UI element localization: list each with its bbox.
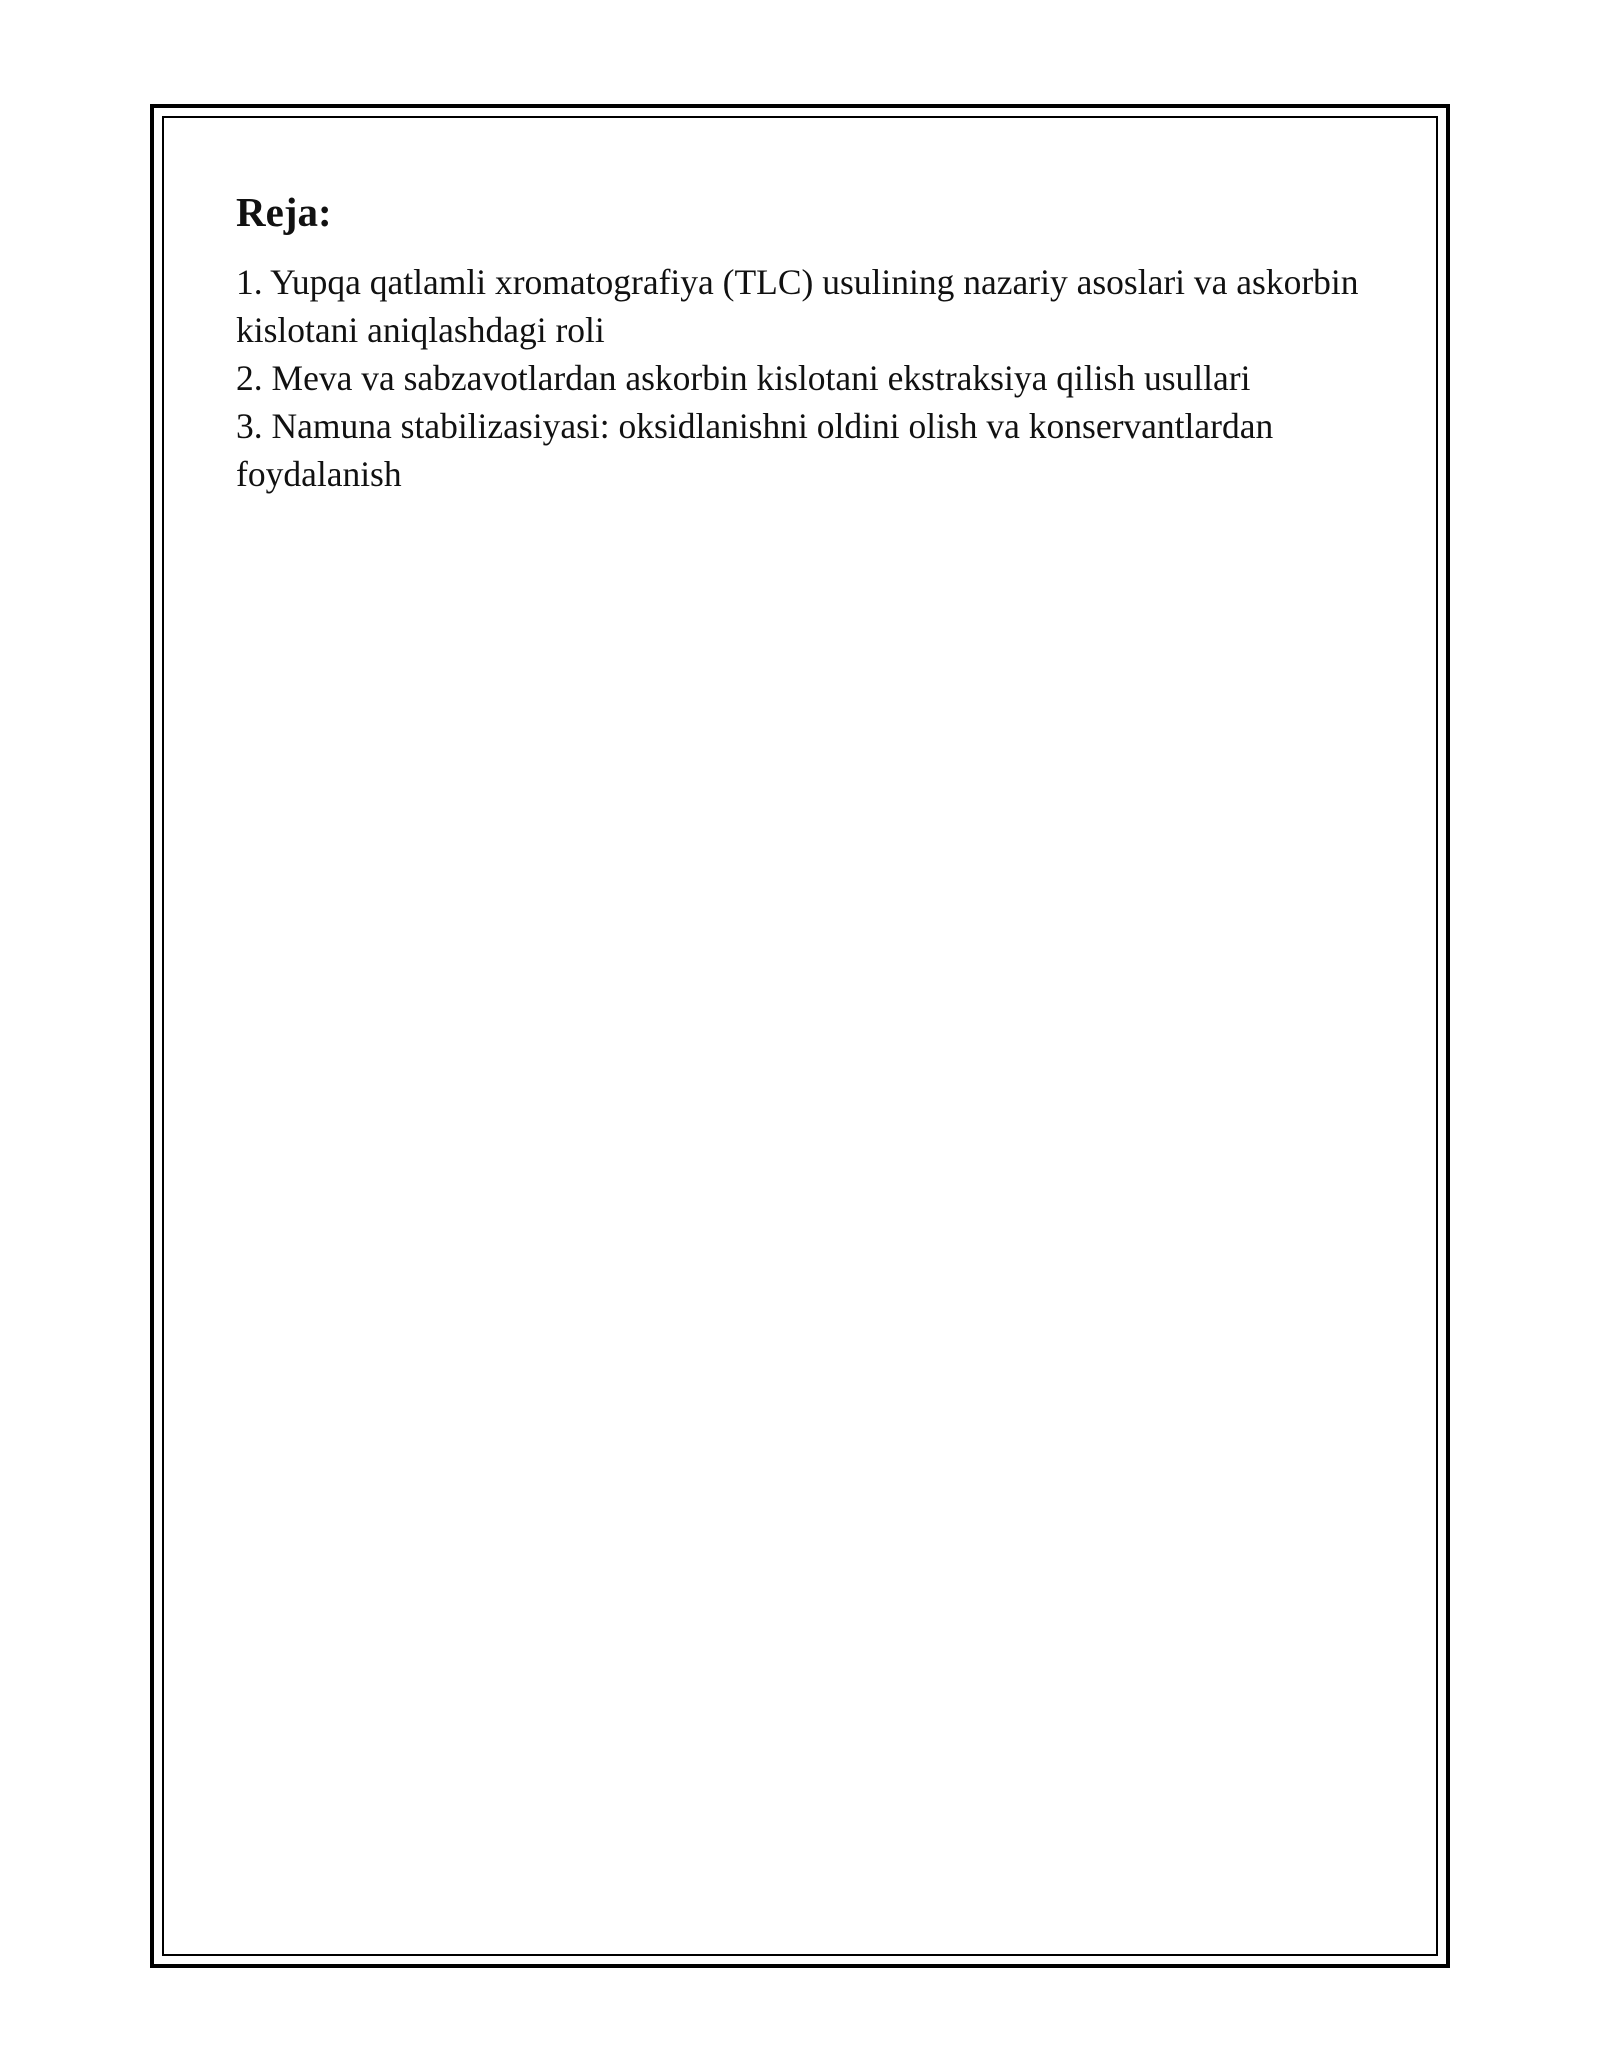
plan-list: [236, 258, 1366, 498]
plan-item-2: 2. Meva va sabzavotlardan askorbin kislotani ekstraksiya qilish usullari: [236, 358, 1251, 398]
document-content: [236, 188, 1366, 498]
plan-item-1: 1. Yupqa qatlamli xromatografiya (TLC) usulining nazariy asoslari va askorbin kislotani aniqlashdagi roli: [236, 262, 1359, 350]
plan-heading: Reja:: [236, 189, 332, 235]
plan-item-3: 3. Namuna stabilizasiyasi: oksidlanishni oldini olish va konservantlardan foydalanish: [236, 406, 1274, 494]
